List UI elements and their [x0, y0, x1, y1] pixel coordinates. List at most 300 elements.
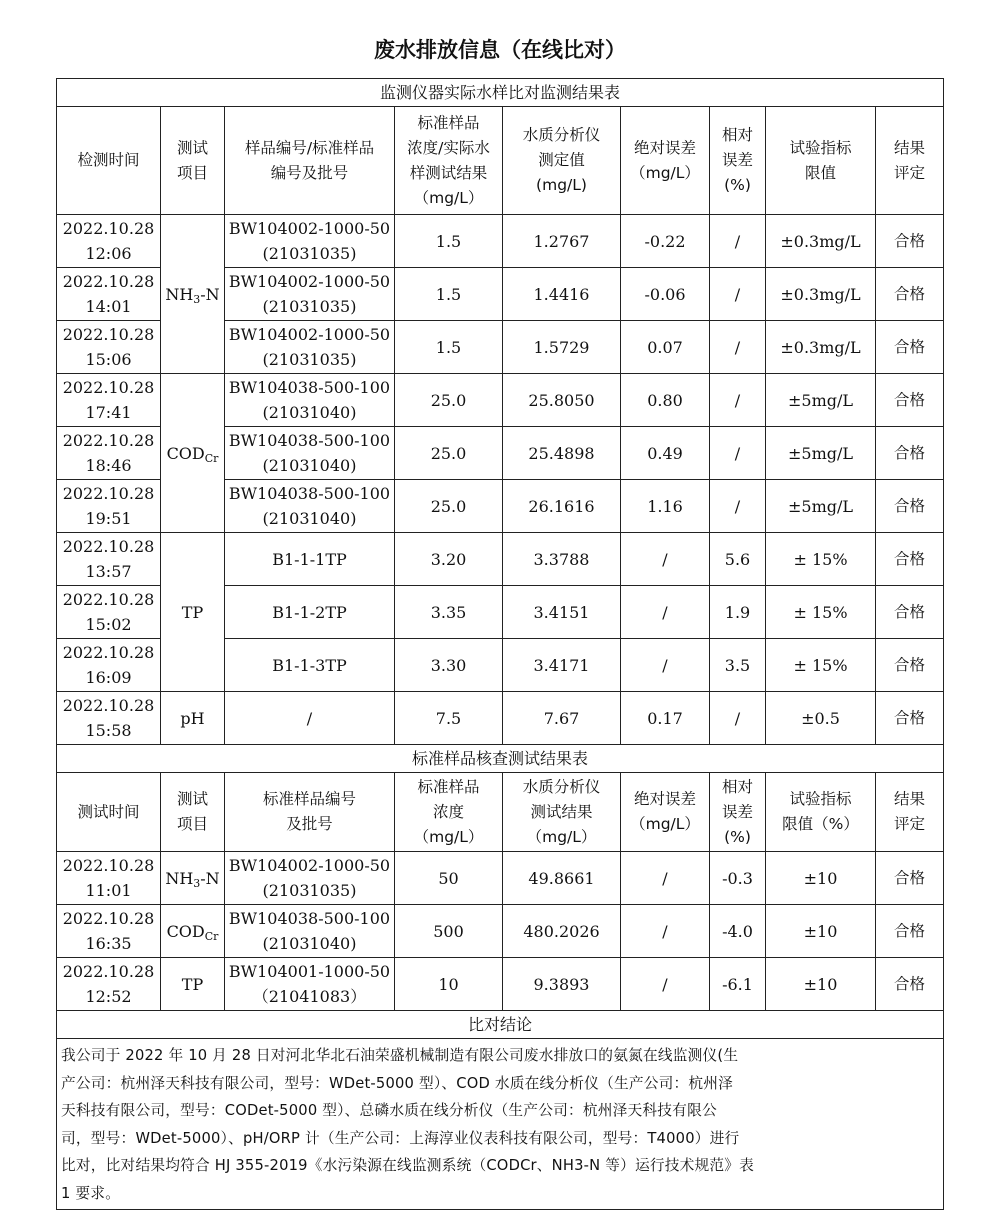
limit-value: [766, 905, 876, 958]
sample-id: [225, 427, 395, 480]
conclusion-text: [57, 1039, 944, 1210]
column-header: [876, 107, 944, 215]
relative-error-line: -4.0: [722, 921, 753, 941]
column-header: [503, 773, 621, 852]
test-item-subscript: 3: [193, 876, 201, 890]
std-concentration-line: 50: [438, 868, 459, 888]
column-header: [395, 107, 503, 215]
conclusion-caption-row: [57, 1011, 944, 1039]
sample-id: [225, 321, 395, 374]
test-item-base: NH: [165, 868, 194, 888]
conclusion-caption: [57, 1011, 944, 1039]
measured-value-line: 3.3788: [533, 549, 590, 569]
test-time-line: 2022.10.28: [62, 856, 155, 875]
conclusion-caption-line: 比对结论: [468, 1015, 533, 1034]
column-header-line: 样测试结果: [409, 163, 488, 182]
measured-value-line: 3.4151: [533, 602, 590, 622]
column-header-line: 检测时间: [77, 151, 140, 169]
absolute-error-line: /: [662, 549, 668, 569]
test-time-line: 2022.10.28: [62, 431, 155, 450]
absolute-error-line: /: [662, 602, 668, 622]
header-row: [57, 773, 944, 852]
absolute-error-line: /: [662, 921, 668, 941]
relative-error-line: 3.5: [724, 655, 751, 675]
absolute-error: [621, 374, 710, 427]
result: [876, 586, 944, 639]
column-header-line: 标准样品: [417, 777, 480, 796]
column-header-line: （mg/L）: [413, 827, 484, 846]
relative-error: [710, 958, 766, 1011]
sample-id-line: (21031035): [262, 881, 357, 900]
absolute-error: [621, 958, 710, 1011]
absolute-error-line: -0.06: [644, 284, 686, 304]
test-time: [57, 639, 161, 692]
absolute-error: [621, 905, 710, 958]
relative-error-line: /: [734, 231, 741, 251]
measured-value: [503, 905, 621, 958]
column-header-line: 水质分析仪: [522, 777, 601, 796]
sample-id: [225, 533, 395, 586]
sample-id-line: (21031040): [262, 509, 357, 528]
test-item-base: TP: [181, 602, 204, 622]
sample-id-line: B1-1-3TP: [272, 655, 347, 675]
test-time-line: 2022.10.28: [62, 378, 155, 397]
conclusion-text-line: 产公司：杭州泽天科技有限公司，型号：WDet-5000 型）、COD 水质在线分析仪（生产公司：杭州泽: [61, 1074, 734, 1092]
test-item: [161, 905, 225, 958]
limit-value-line: ± 15%: [793, 549, 848, 569]
measured-value: [503, 268, 621, 321]
std-concentration: [395, 480, 503, 533]
column-header: [161, 773, 225, 852]
conclusion-text-line: 比对，比对结果均符合 HJ 355-2019《水污染源在线监测系统（CODCr、NH3-N 等）运行技术规范》表: [61, 1157, 755, 1174]
column-header: [710, 773, 766, 852]
test-item: [161, 533, 225, 692]
column-header-line: 浓度/实际水: [407, 138, 490, 157]
measured-value: [503, 958, 621, 1011]
std-concentration: [395, 852, 503, 905]
std-concentration-line: 3.35: [430, 602, 467, 622]
absolute-error-line: /: [662, 655, 668, 675]
std-concentration: [395, 268, 503, 321]
result-line: 合格: [894, 602, 926, 621]
absolute-error: [621, 533, 710, 586]
test-time-line: 12:52: [85, 987, 132, 1006]
test-time-line: 13:57: [85, 562, 132, 581]
sample-id: [225, 639, 395, 692]
column-header-line: (%): [724, 176, 751, 194]
test-time-line: 18:46: [85, 456, 132, 475]
conclusion-text-line: 我公司于 2022 年 10 月 28 日对河北华北石油荣盛机械制造有限公司废水排放口的氨氮在线监测仪(生: [61, 1047, 739, 1064]
sample-id: [225, 905, 395, 958]
table-row: [57, 905, 944, 958]
relative-error-line: /: [734, 443, 741, 463]
table2-caption-line: 标准样品核查测试结果表: [412, 749, 589, 768]
measured-value-line: 1.5729: [533, 337, 590, 357]
measured-value: [503, 215, 621, 268]
relative-error: [710, 533, 766, 586]
sample-id-line: BW104038-500-100: [228, 484, 391, 503]
result: [876, 480, 944, 533]
relative-error: [710, 480, 766, 533]
test-time-line: 2022.10.28: [62, 537, 155, 556]
test-time-line: 2022.10.28: [62, 325, 155, 344]
column-header-line: 误差: [721, 151, 753, 169]
test-time-line: 2022.10.28: [62, 272, 155, 291]
absolute-error: [621, 480, 710, 533]
limit-value: [766, 586, 876, 639]
absolute-error: [621, 268, 710, 321]
test-time-line: 16:35: [85, 934, 132, 953]
column-header-line: 结果: [894, 138, 926, 157]
result-line: 合格: [894, 284, 926, 303]
column-header-line: 相对: [721, 777, 753, 796]
table2-caption: [57, 745, 944, 773]
measured-value-line: 25.8050: [528, 390, 595, 410]
limit-value: [766, 480, 876, 533]
absolute-error-line: 0.17: [647, 708, 683, 728]
limit-value-line: ±5mg/L: [787, 443, 853, 463]
test-time-line: 2022.10.28: [62, 590, 155, 609]
absolute-error: [621, 427, 710, 480]
result-line: 合格: [894, 337, 926, 356]
relative-error-line: /: [734, 284, 741, 304]
column-header-line: 绝对误差: [633, 790, 696, 808]
column-header-line: 结果: [894, 790, 926, 808]
result: [876, 427, 944, 480]
column-header-line: 误差: [721, 802, 753, 821]
test-time: [57, 852, 161, 905]
sample-id: [225, 374, 395, 427]
result-line: 合格: [894, 231, 926, 250]
result: [876, 692, 944, 745]
page-title: 废水排放信息（在线比对）: [374, 38, 626, 62]
relative-error-line: /: [734, 337, 741, 357]
column-header-line: 限值: [804, 163, 836, 182]
test-item-base: COD: [166, 921, 205, 941]
conclusion-row: [57, 1039, 944, 1210]
column-header-line: 试验指标: [789, 138, 852, 157]
std-concentration-line: 7.5: [435, 708, 462, 728]
relative-error-line: /: [734, 390, 741, 410]
sample-id-line: /: [306, 708, 313, 728]
relative-error: [710, 321, 766, 374]
column-header-line: 测试: [176, 790, 208, 808]
result-line: 合格: [894, 549, 926, 568]
test-time: [57, 533, 161, 586]
result-line: 合格: [894, 708, 926, 727]
column-header-line: 限值（%）: [782, 815, 859, 833]
absolute-error-line: /: [662, 974, 668, 994]
relative-error-line: /: [734, 708, 741, 728]
sample-id: [225, 268, 395, 321]
measured-value-line: 9.3893: [533, 974, 590, 994]
result: [876, 215, 944, 268]
sample-id-line: BW104002-1000-50: [228, 219, 391, 238]
absolute-error: [621, 692, 710, 745]
relative-error-line: /: [734, 496, 741, 516]
measured-value-line: 480.2026: [523, 921, 600, 941]
column-header-line: 测试时间: [77, 802, 140, 821]
measured-value: [503, 639, 621, 692]
result: [876, 905, 944, 958]
absolute-error-line: -0.22: [644, 231, 686, 251]
limit-value-line: ±10: [803, 868, 838, 888]
std-concentration: [395, 215, 503, 268]
column-header-line: （mg/L）: [526, 827, 597, 846]
measured-value-line: 7.67: [543, 708, 580, 728]
test-item-suffix: -N: [200, 868, 220, 888]
table-row: [57, 852, 944, 905]
relative-error: [710, 268, 766, 321]
column-header: [876, 773, 944, 852]
column-header-line: 试验指标: [789, 790, 852, 808]
relative-error: [710, 692, 766, 745]
sample-id: [225, 480, 395, 533]
std-concentration: [395, 374, 503, 427]
sample-id-line: B1-1-1TP: [272, 549, 347, 569]
relative-error: [710, 905, 766, 958]
sample-id-line: (21031040): [262, 456, 357, 475]
std-concentration-line: 1.5: [435, 231, 462, 251]
test-time: [57, 374, 161, 427]
sample-id-line: B1-1-2TP: [272, 602, 347, 622]
column-header-line: 编号及批号: [270, 163, 349, 182]
column-header: [766, 773, 876, 852]
table2-caption-row: [57, 745, 944, 773]
std-concentration-line: 500: [433, 921, 464, 941]
column-header: [395, 773, 503, 852]
column-header-line: 及批号: [286, 815, 333, 833]
limit-value-line: ± 15%: [793, 655, 848, 675]
test-item-subscript: Cr: [204, 451, 219, 465]
sample-id: [225, 215, 395, 268]
std-concentration: [395, 321, 503, 374]
sample-id-line: （21041083）: [252, 987, 367, 1006]
table-row: [57, 215, 944, 268]
limit-value: [766, 374, 876, 427]
limit-value-line: ±0.5: [801, 708, 840, 728]
std-concentration-line: 1.5: [435, 284, 462, 304]
test-item-base: pH: [180, 708, 205, 728]
conclusion-text-line: 司，型号：WDet-5000）、pH/ORP 计（生产公司：上海淳业仪表科技有限公司，型号：T4000）进行: [61, 1129, 740, 1147]
test-time-line: 15:58: [85, 721, 132, 740]
measured-value: [503, 852, 621, 905]
test-time-line: 17:41: [85, 403, 132, 422]
test-time-line: 14:01: [85, 297, 132, 316]
result-line: 合格: [894, 443, 926, 462]
relative-error: [710, 215, 766, 268]
column-header-line: （mg/L）: [630, 815, 700, 833]
sample-id-line: (21031035): [262, 350, 357, 369]
std-concentration: [395, 586, 503, 639]
test-time: [57, 905, 161, 958]
results-table: [56, 78, 944, 1210]
test-time: [57, 268, 161, 321]
std-concentration-line: 25.0: [430, 443, 467, 463]
std-concentration: [395, 692, 503, 745]
absolute-error: [621, 852, 710, 905]
column-header: [710, 107, 766, 215]
test-item-base: TP: [181, 974, 204, 994]
test-item: [161, 215, 225, 374]
column-header-line: 标准样品编号: [262, 790, 356, 808]
measured-value-line: 1.2767: [533, 231, 590, 251]
test-time-line: 2022.10.28: [62, 909, 155, 928]
sample-id-line: BW104038-500-100: [228, 378, 391, 397]
measured-value: [503, 586, 621, 639]
relative-error: [710, 427, 766, 480]
result-line: 合格: [894, 868, 926, 887]
result-line: 合格: [894, 390, 926, 409]
limit-value: [766, 215, 876, 268]
column-header: [57, 773, 161, 852]
column-header-line: (%): [724, 827, 751, 846]
test-time-line: 19:51: [85, 509, 132, 528]
conclusion-text-line: 天科技有限公司，型号：CODet-5000 型）、总磷水质在线分析仪（生产公司：杭州泽天科技有限公: [61, 1102, 717, 1119]
std-concentration: [395, 533, 503, 586]
sample-id-line: BW104001-1000-50: [228, 962, 391, 981]
table1-caption-line: 监测仪器实际水样比对监测结果表: [380, 83, 621, 102]
sample-id-line: (21031035): [262, 244, 357, 263]
std-concentration: [395, 905, 503, 958]
column-header: [621, 107, 710, 215]
relative-error: [710, 639, 766, 692]
absolute-error-line: 0.07: [647, 337, 683, 357]
measured-value-line: 26.1616: [528, 496, 595, 516]
std-concentration-line: 3.30: [430, 655, 467, 675]
measured-value: [503, 321, 621, 374]
std-concentration-line: 25.0: [430, 496, 467, 516]
std-concentration: [395, 958, 503, 1011]
column-header-line: 样品编号/标准样品: [244, 138, 375, 157]
test-time-line: 2022.10.28: [62, 696, 155, 715]
absolute-error: [621, 586, 710, 639]
limit-value-line: ±0.3mg/L: [780, 337, 861, 357]
test-item-subscript: Cr: [204, 929, 219, 943]
column-header-line: 标准样品: [417, 113, 480, 132]
test-time: [57, 427, 161, 480]
table1-caption: [57, 79, 944, 107]
column-header-line: 评定: [894, 815, 926, 833]
sample-id-line: (21031035): [262, 297, 357, 316]
std-concentration: [395, 427, 503, 480]
sample-id: [225, 586, 395, 639]
column-header-line: 项目: [176, 163, 208, 182]
column-header: [621, 773, 710, 852]
test-time-line: 16:09: [85, 668, 132, 687]
sample-id: [225, 692, 395, 745]
absolute-error-line: 1.16: [647, 496, 683, 516]
test-time-line: 2022.10.28: [62, 962, 155, 981]
column-header-line: 相对: [721, 126, 753, 144]
test-time: [57, 480, 161, 533]
column-header-line: (mg/L): [536, 176, 587, 194]
limit-value: [766, 268, 876, 321]
std-concentration-line: 1.5: [435, 337, 462, 357]
column-header: [766, 107, 876, 215]
absolute-error-line: 0.80: [647, 390, 683, 410]
column-header: [503, 107, 621, 215]
measured-value: [503, 692, 621, 745]
measured-value: [503, 533, 621, 586]
test-item: [161, 852, 225, 905]
sample-id-line: BW104002-1000-50: [228, 856, 391, 875]
header-row: [57, 107, 944, 215]
column-header-line: 测试结果: [530, 802, 593, 821]
test-time: [57, 958, 161, 1011]
relative-error: [710, 586, 766, 639]
std-concentration-line: 25.0: [430, 390, 467, 410]
measured-value-line: 1.4416: [533, 284, 590, 304]
column-header: [161, 107, 225, 215]
sample-id-line: (21031040): [262, 934, 357, 953]
relative-error-line: -6.1: [722, 974, 753, 994]
result: [876, 533, 944, 586]
test-time-line: 2022.10.28: [62, 643, 155, 662]
result: [876, 958, 944, 1011]
absolute-error: [621, 321, 710, 374]
test-time-line: 15:06: [85, 350, 132, 369]
result: [876, 268, 944, 321]
sample-id: [225, 958, 395, 1011]
absolute-error: [621, 215, 710, 268]
test-time-line: 2022.10.28: [62, 219, 155, 238]
test-time-line: 15:02: [85, 615, 132, 634]
sample-id-line: BW104038-500-100: [228, 909, 391, 928]
absolute-error-line: /: [662, 868, 668, 888]
table-row: [57, 374, 944, 427]
test-item-subscript: 3: [193, 292, 201, 306]
limit-value-line: ±5mg/L: [787, 390, 853, 410]
column-header: [225, 773, 395, 852]
limit-value: [766, 639, 876, 692]
measured-value-line: 3.4171: [533, 655, 590, 675]
column-header-line: 测试: [176, 138, 208, 157]
limit-value: [766, 533, 876, 586]
measured-value: [503, 374, 621, 427]
limit-value-line: ±0.3mg/L: [780, 231, 861, 251]
column-header: [57, 107, 161, 215]
test-time: [57, 215, 161, 268]
test-item: [161, 374, 225, 533]
table-row: [57, 692, 944, 745]
std-concentration: [395, 639, 503, 692]
relative-error: [710, 374, 766, 427]
absolute-error-line: 0.49: [647, 443, 683, 463]
column-header-line: 评定: [894, 163, 926, 182]
table1-caption-row: [57, 79, 944, 107]
absolute-error: [621, 639, 710, 692]
test-time: [57, 692, 161, 745]
sample-id-line: BW104002-1000-50: [228, 272, 391, 291]
column-header-line: 水质分析仪: [522, 126, 601, 144]
test-time: [57, 586, 161, 639]
test-item: [161, 958, 225, 1011]
limit-value: [766, 958, 876, 1011]
column-header-line: （mg/L）: [630, 163, 700, 182]
sample-id-line: (21031040): [262, 403, 357, 422]
limit-value: [766, 427, 876, 480]
test-time-line: 12:06: [85, 244, 132, 263]
column-header-line: 测定值: [538, 151, 585, 169]
conclusion-text-line: 1 要求。: [61, 1184, 121, 1202]
test-time: [57, 321, 161, 374]
relative-error-line: 1.9: [724, 602, 751, 622]
relative-error: [710, 852, 766, 905]
test-item-base: COD: [166, 443, 205, 463]
result: [876, 639, 944, 692]
test-item-suffix: -N: [200, 284, 220, 304]
